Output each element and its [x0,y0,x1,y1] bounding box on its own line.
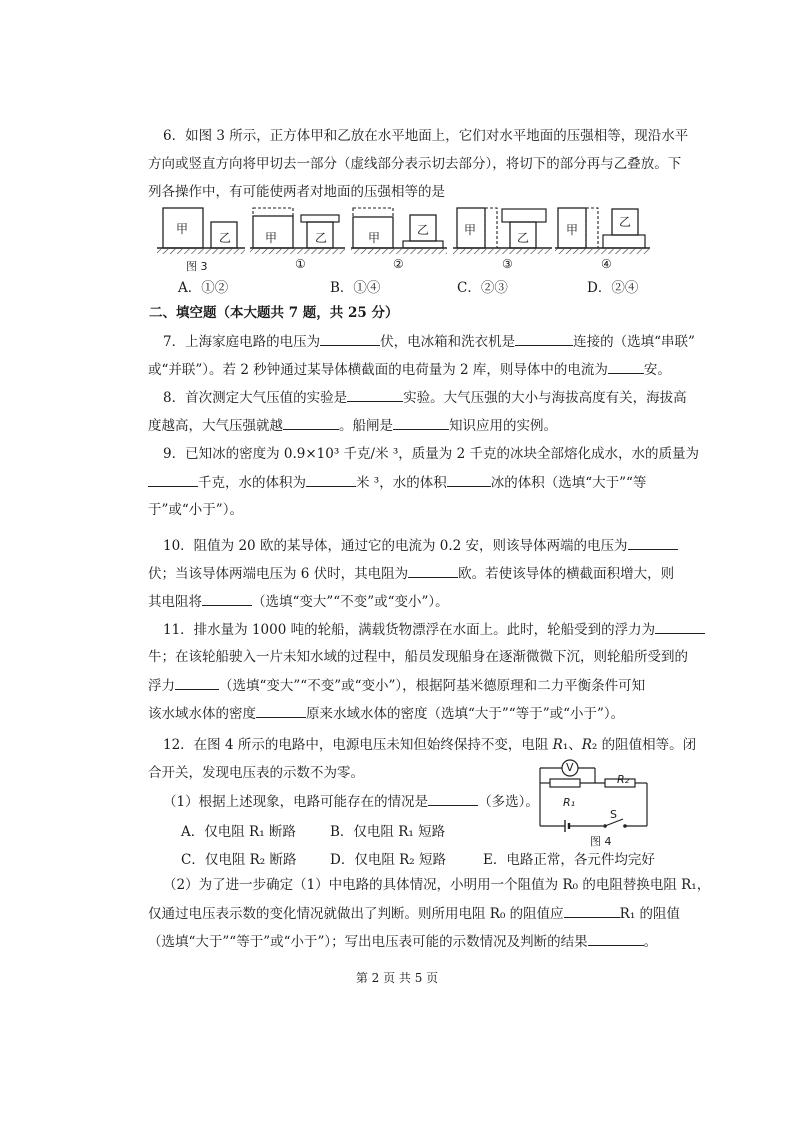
q7-line-1: 7．上海家庭电路的电压为 伏，电冰箱和洗衣机是 连接的（选填“串联” [163,334,695,350]
fig3-label-3: ③ [502,257,513,271]
q12-option-c: C．仅电阻 R₂ 断路 [181,852,297,868]
q10-line-3: 其电阻将 （选填“变大”“不变”或“变小”）。 [148,594,449,610]
q10-blank-2 [408,564,458,578]
fig3-jia-4: 甲 [566,223,579,237]
q12-line-1: 12．在图 4 所示的电路中，电源电压未知但始终保持不变，电阻 R₁、R₂ 的阻值相等。闭 [163,737,697,753]
q8-line-1: 8．首次测定大气压值的实验是 实验。大气压强的大小与海拔高度有关，海拔高 [163,390,687,406]
q10-blank-3 [202,592,252,606]
q11-blank-3 [256,704,306,718]
fig3-label-4: ④ [601,257,612,271]
q7-blank-2 [515,332,573,346]
q9-line-1: 9．已知冰的密度为 0.9×10³ 千克/米 ³，质量为 2 千克的冰块全部熔化成水，水的质量为 [163,446,699,462]
q6-option-c: C．②③ [457,280,508,296]
q12-line-6: （选填“大于”“等于”或“小于”）；写出电压表可能的示数情况及判断的结果 。 [148,934,658,950]
fig3-jia-2: 甲 [368,231,381,245]
fig3-yi-2: 乙 [417,223,430,237]
q8-line-2: 度越高，大气压强就越 。船闸是 知识应用的实例。 [148,418,557,434]
q11-line-2: 牛；在该轮船驶入一片未知水域的过程中，船员发现船身在逐渐微微下沉，则轮船所受到的 [148,649,688,665]
q9-blank-3 [447,473,491,487]
q6-line-2: 方向或竖直方向将甲切去一部分（虚线部分表示切去部分），将切下的部分再与乙叠放。下 [148,156,682,172]
q9-blank-2 [306,473,356,487]
fig4-r1-label: R₁ [563,796,576,809]
q12-option-e: E．电路正常，各元件均完好 [483,852,655,868]
fig4-v-label: V [566,761,574,774]
fig3-yi-3: 乙 [517,231,530,245]
page-footer: 第 2 页 共 5 页 [355,971,439,985]
q12-line-3: （1）根据上述现象，电路可能存在的情况是 （多选）。 [163,794,539,810]
q12-line-5: 仅通过电压表示数的变化情况就做出了判断。则所用电阻 R₀ 的阻值应 R₁ 的阻值 [148,906,681,922]
q8-blank-1 [347,388,403,402]
fig3-yi-0: 乙 [219,231,232,245]
q9-line-2: 千克，水的体积为 米 ³，水的体积 冰的体积（选填“大于”“等 [148,473,660,493]
fig3-caption: 图 3 [186,260,208,273]
q12-option-b: B．仅电阻 R₁ 短路 [330,824,446,840]
fig3-jia-3: 甲 [464,223,477,237]
q9-blank-1 [148,473,198,487]
q11-blank-2 [175,676,219,690]
q6-option-a: A．①② [178,280,229,296]
q6-line-1: 6．如图 3 所示，正方体甲和乙放在水平地面上，它们对水平地面的压强相等，现沿水平 [163,128,689,144]
q12-option-d: D．仅电阻 R₂ 短路 [330,852,446,868]
q6-line-3: 列各操作中，有可能使两者对地面的压强相等的是 [148,184,445,200]
q7-line-2: 或“并联”）。若 2 秒钟通过某导体横截面的电荷量为 2 库，则导体中的电流为 安。 [148,362,671,378]
fig4-r2-label: R₂ [617,773,630,786]
q10-blank-1 [628,536,678,550]
fig3-jia-0: 甲 [176,222,189,236]
q10-line-1: 10．阻值为 20 欧的某导体，通过它的电流为 0.2 安，则该导体两端的电压为 [163,536,675,556]
q12-line-4: （2）为了进一步确定（1）中电路的具体情况，小明用一个阻值为 R₀ 的电阻替换电阻 R₁， [163,877,711,893]
q11-line-4: 该水域水体的密度 原来水域水体的密度（选填“大于”“等于”或“小于”）。 [148,706,625,722]
q7-blank-3 [608,360,644,374]
fig3-label-1: ① [295,257,306,271]
q11-line-1: 11．排水量为 1000 吨的轮船，满载货物漂浮在水面上。此时，轮船受到的浮力为 [163,620,675,640]
fig3-jia-1: 甲 [265,231,278,245]
q11-blank-1 [655,620,705,634]
q7-blank-1 [320,332,380,346]
figure-3-original [157,208,245,254]
q6-option-d: D．②④ [587,280,639,296]
resistor-r1-icon [550,779,580,787]
section-2-heading: 二、填空题（本大题共 7 题，共 25 分） [149,305,399,321]
figure-3-option-2 [351,208,447,254]
q8-blank-3 [393,416,449,430]
q8-blank-2 [283,416,339,430]
q12-blank-1 [428,792,478,806]
q9-line-3: 于”或“小于”）。 [148,502,243,518]
fig4-caption: 图 4 [590,835,612,848]
q10-line-2: 伏；当该导体两端电压为 6 伏时，其电阻为 欧。若使该导体的横截面积增大，则 [148,566,675,582]
figure-4-circuit [535,758,660,833]
fig4-s-label: S [610,808,617,821]
q12-line-2: 合开关，发现电压表的示数不为零。 [148,765,364,781]
fig3-yi-1: 乙 [315,231,328,245]
q12-blank-2 [564,904,620,918]
fig3-label-2: ② [393,257,404,271]
q11-line-3: 浮力 （选填“变大”“不变”或“变小”），根据阿基米德原理和二力平衡条件可知 [148,678,646,694]
q12-blank-3 [588,932,644,946]
fig3-yi-4: 乙 [619,215,632,229]
q12-option-a: A．仅电阻 R₁ 断路 [181,824,296,840]
q6-option-b: B．①④ [330,280,381,296]
